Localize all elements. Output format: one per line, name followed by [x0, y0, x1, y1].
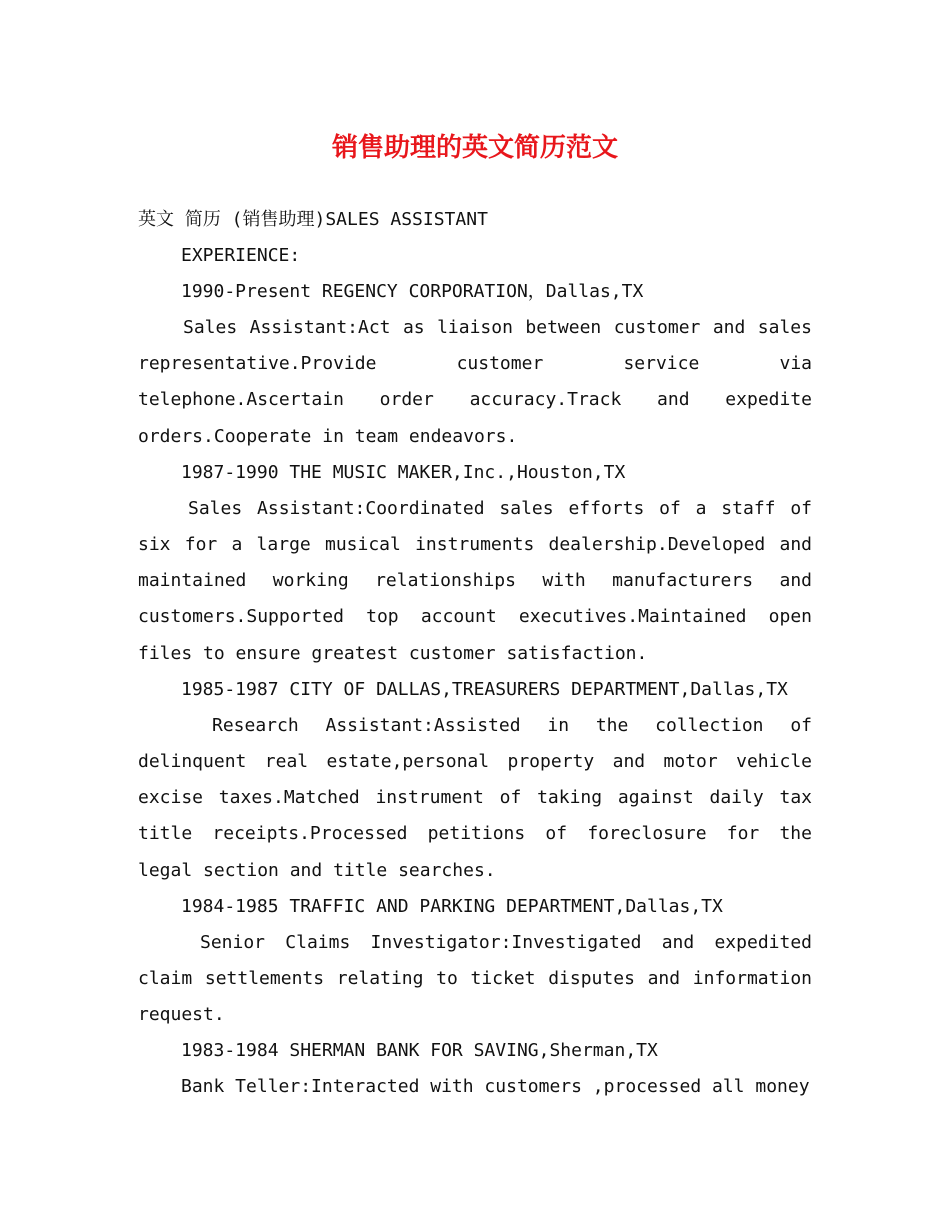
intro-line: 英文 简历 (销售助理)SALES ASSISTANT [138, 209, 488, 230]
job-description: Senior Claims Investigator:Investigated and expedited claim settlements relating to ticket disputes and information request. [138, 931, 812, 1026]
job-description: Bank Teller:Interacted with customers ,processed all money [181, 1076, 810, 1098]
job-header: 1987-1990 THE MUSIC MAKER,Inc.,Houston,TX [181, 461, 626, 483]
job-header: 1985-1987 CITY OF DALLAS,TREASURERS DEPARTMENT,Dallas,TX [181, 678, 788, 700]
job-header: 1984-1985 TRAFFIC AND PARKING DEPARTMENT,Dallas,TX [181, 895, 723, 917]
job-description: Sales Assistant:Coordinated sales efforts of a staff of six for a large musical instruments dealership.Developed and maintained working relationships with manufacturers and customers.Supported top account executives.Maintained open files to ensure greatest customer satisfaction. [138, 497, 812, 664]
document-title: 销售助理的英文简历范文 [331, 133, 618, 163]
job-header: 1983-1984 SHERMAN BANK FOR SAVING,Sherman,TX [181, 1040, 658, 1062]
job-description: Research Assistant:Assisted in the collection of delinquent real estate,personal property and motor vehicle excise taxes.Matched instrument of taking against daily tax title receipts.Processed petitions of foreclosure for the legal section and title searches. [138, 714, 812, 881]
job-header: 1990-Present REGENCY CORPORATION，Dallas,TX [181, 281, 644, 302]
resume-body [138, 202, 812, 1106]
section-heading: EXPERIENCE: [181, 245, 301, 266]
job-description: Sales Assistant:Act as liaison between customer and sales representative.Provide customer service via telephone.Ascertain order accuracy.Track and expedite orders.Cooperate in team endeavors. [138, 317, 812, 447]
